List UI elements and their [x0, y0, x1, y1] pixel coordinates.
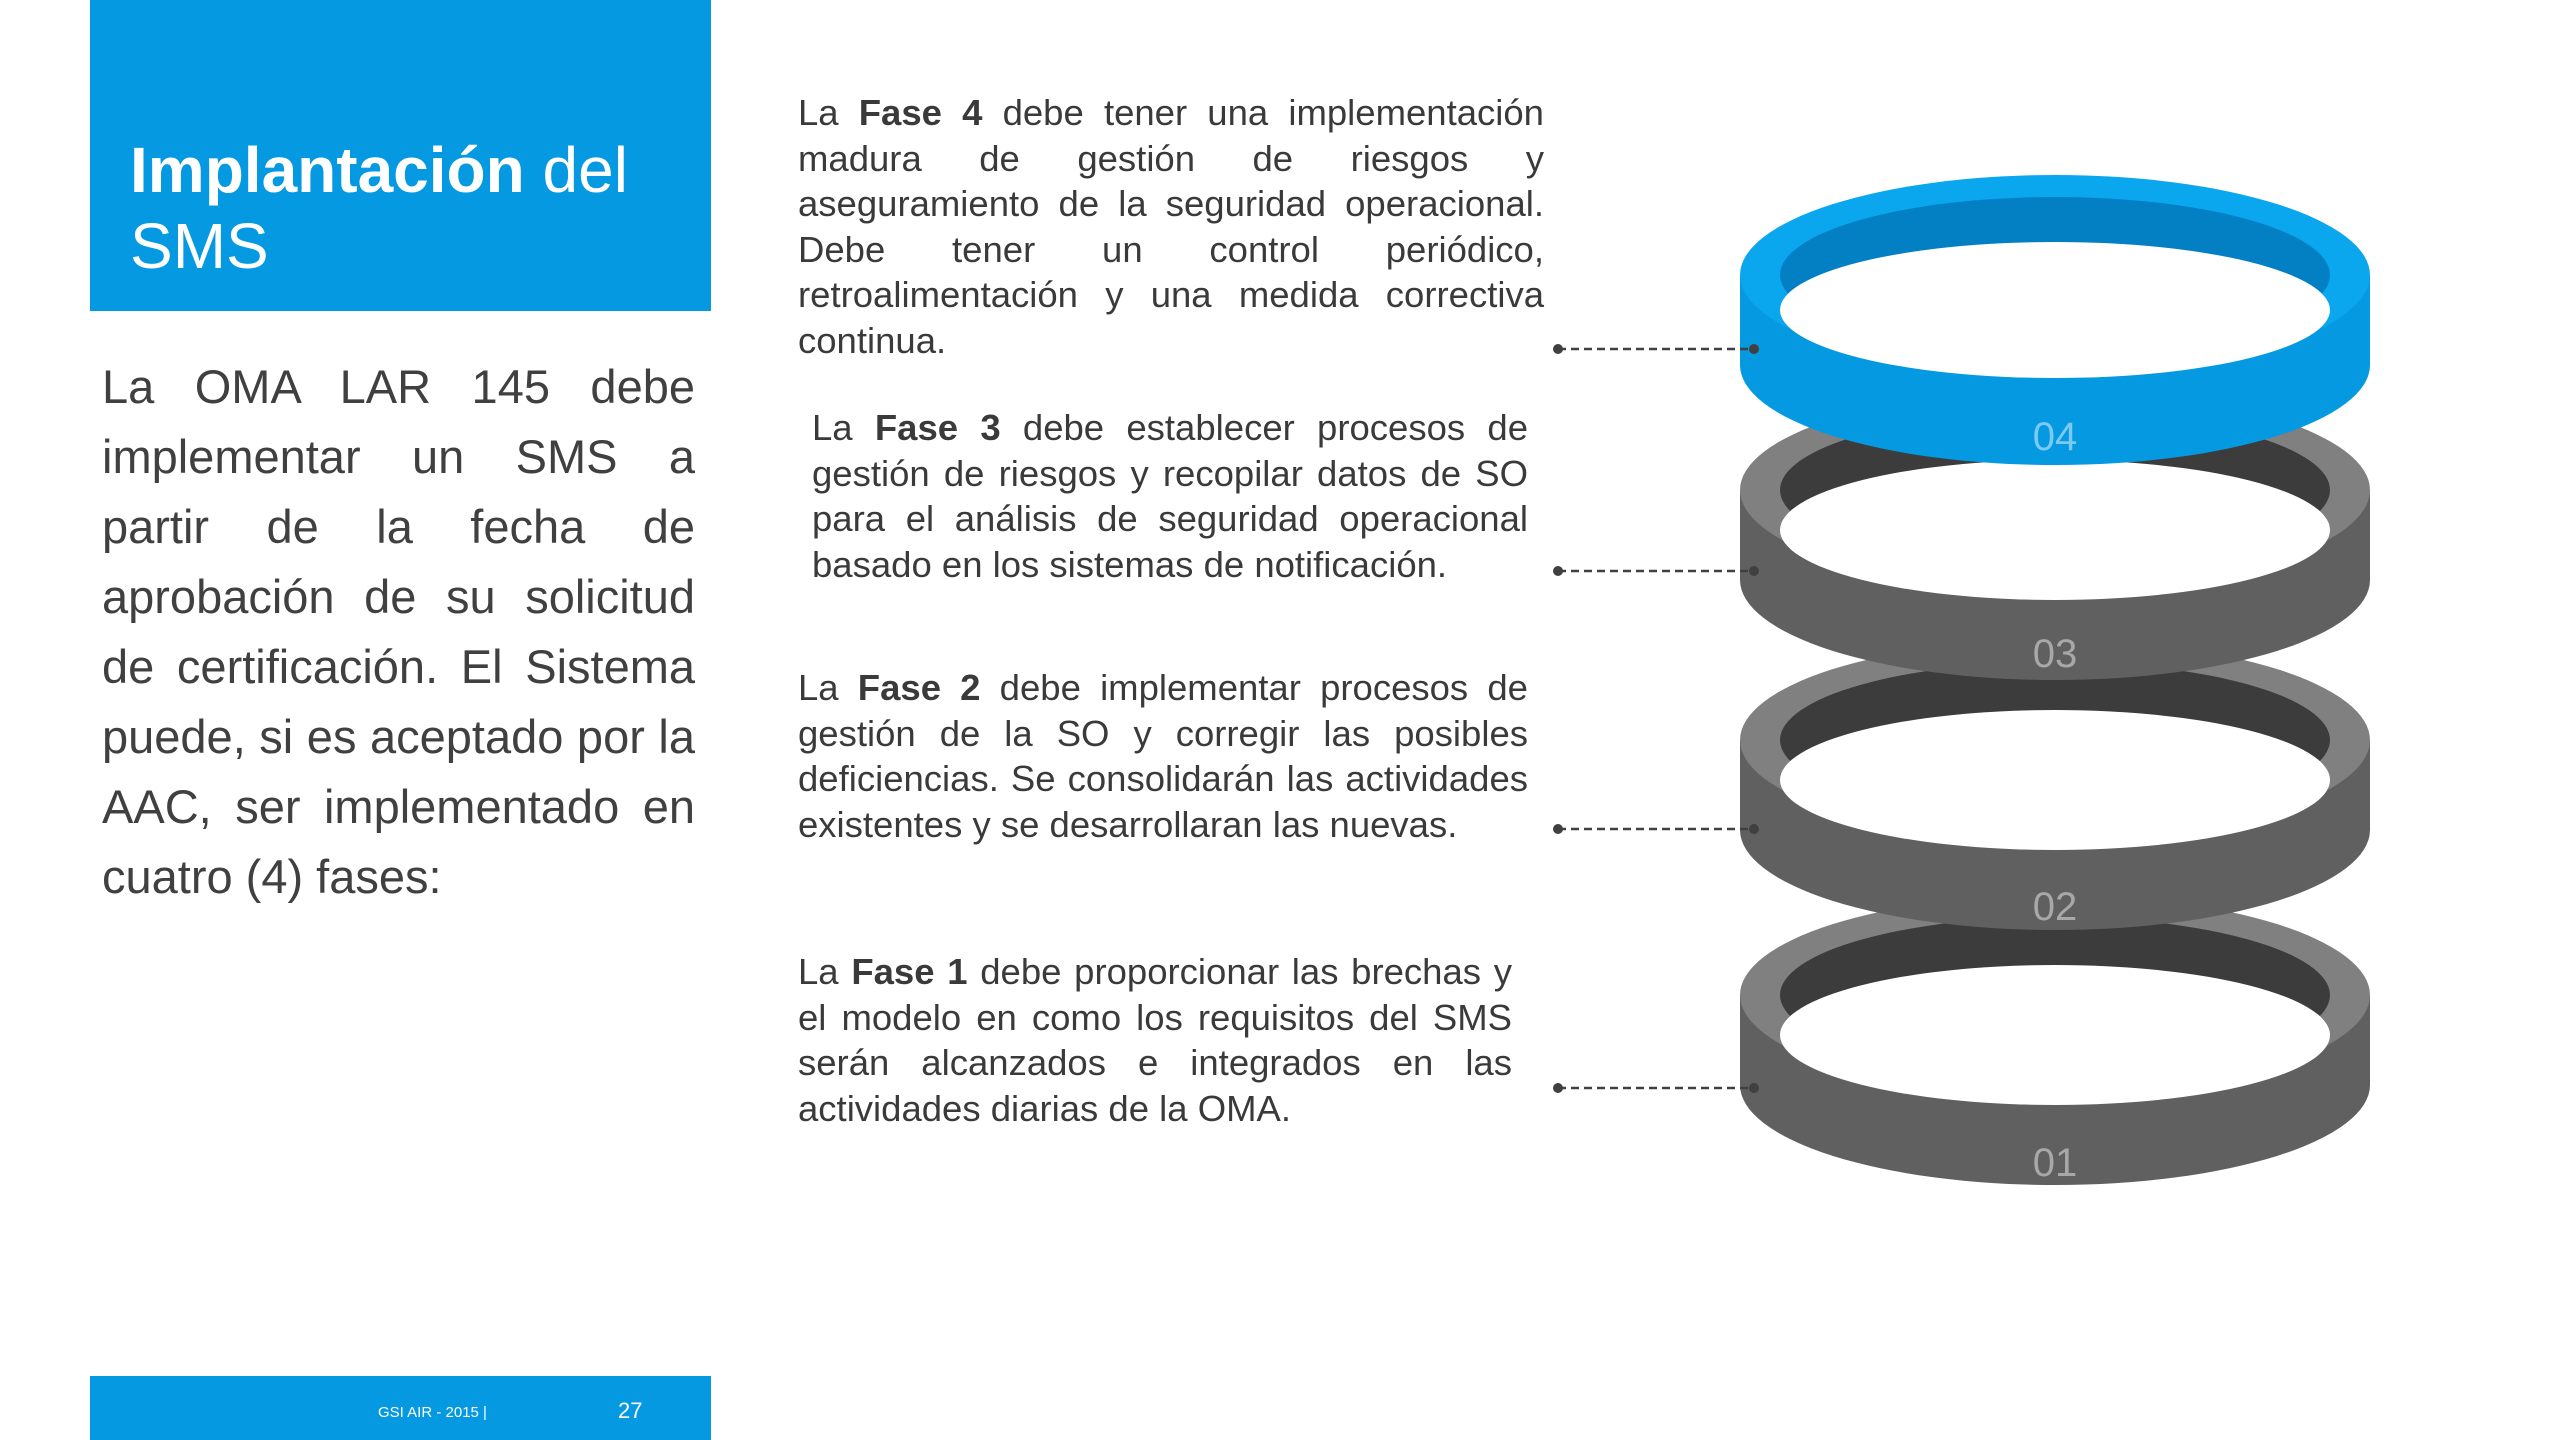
phase-4-text: La Fase 4 debe tener una implementación madura de gestión de riesgos y aseguramiento de la seguridad operacional. Debe tener un control periódico, retroalimentación y una medida correctiva continua. [798, 92, 1544, 361]
page-number: 27 [618, 1398, 643, 1423]
ring-01-label: 01 [2032, 1141, 2078, 1185]
ring-02 [1740, 640, 2370, 930]
phase-rings-diagram [1540, 130, 2400, 1230]
connector-lines [1558, 349, 1754, 1088]
footer-org: GSI AIR - 2015 | [378, 1404, 487, 1421]
ring-01-hole [1780, 965, 2330, 1105]
ring-03-label: 03 [2032, 632, 2078, 676]
phase-3-text: La Fase 3 debe establecer procesos de gestión de riesgos y recopilar datos de SO para el análisis de seguridad operacional basado en los sistemas de notificación. [812, 407, 1528, 585]
ring-04 [1740, 175, 2370, 465]
ring-01 [1740, 895, 2370, 1185]
ring-04-label: 04 [2032, 415, 2078, 459]
connector-dots [1553, 344, 1759, 1093]
ring-02-hole [1780, 710, 2330, 850]
intro-paragraph: La OMA LAR 145 debe implementar un SMS a partir de la fecha de aprobación de su solicitud de certificación. El Sistema puede, si es aceptado por la AAC, ser implementado en cuatro (4) fases: [102, 360, 695, 903]
slide-title: Implantación del SMS [130, 134, 628, 282]
footer-bar [90, 1376, 711, 1440]
phase-2-text: La Fase 2 debe implementar procesos de gestión de la SO y corregir las posibles deficiencias. Se consolidarán las actividades existentes y se desarrollaran las nuevas. [798, 667, 1528, 845]
ring-04-hole [1780, 242, 2330, 378]
ring-02-label: 02 [2032, 885, 2078, 929]
title-banner [90, 0, 711, 311]
phase-1-text: La Fase 1 debe proporcionar las brechas y el modelo en como los requisitos del SMS serán alcanzados e integrados en las actividades diarias de la OMA. [798, 951, 1512, 1129]
ring-03-hole [1780, 460, 2330, 600]
